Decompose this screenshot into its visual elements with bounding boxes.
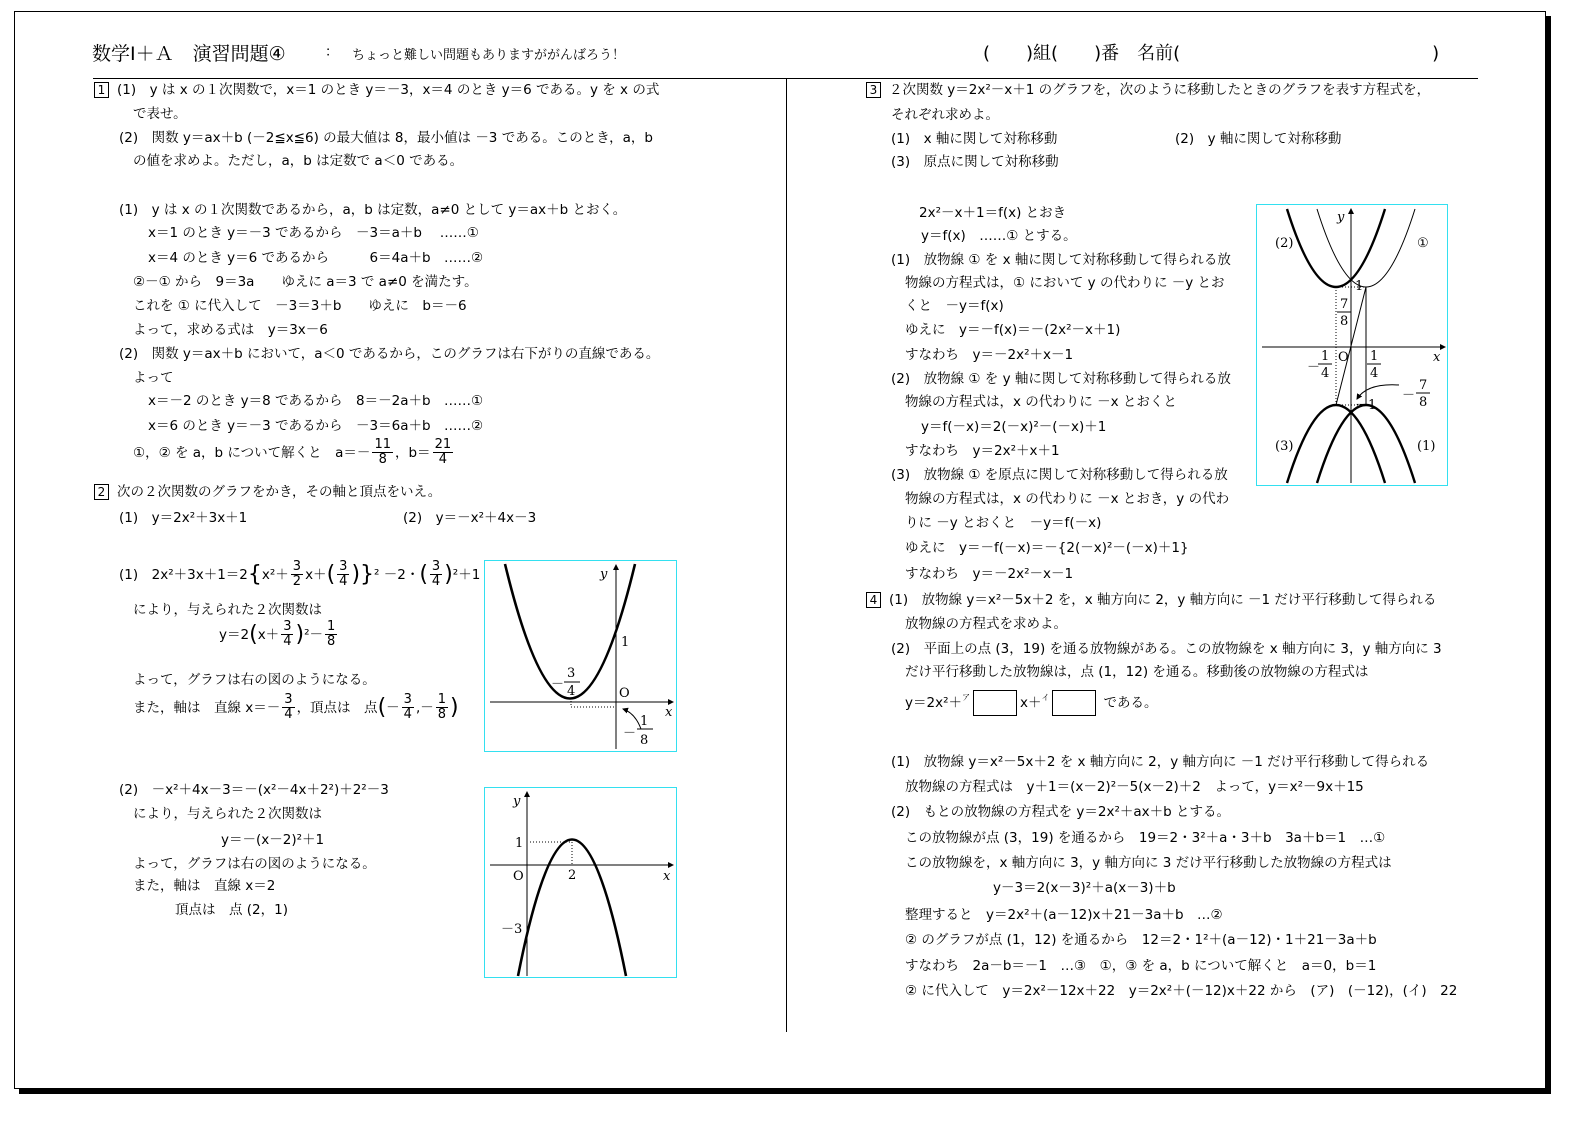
q4-answer-line: この放物線を，x 軸方向に 3，y 軸方向に 3 だけ平行移動した放物線の方程式は	[905, 855, 1392, 871]
label-3: (3)	[1275, 439, 1294, 454]
minus-sign: －	[1307, 360, 1321, 375]
vertex-x-label: 2	[568, 868, 577, 883]
y-label: y	[513, 794, 521, 809]
q2-answer2-line: により，与えられた２次関数は	[133, 806, 322, 822]
q1-part1-line1: 1 (1) y は x の１次関数で，x＝1 のとき y＝－3，x＝4 のとき y＝6 である。y を x の式	[94, 82, 659, 98]
q2-number: 2	[94, 484, 109, 500]
origin-label: O	[513, 869, 524, 884]
label-1: (1)	[1417, 439, 1436, 454]
q4-answer-line: 整理すると y＝2x²＋(a－12)x＋21－3a＋b …②	[905, 907, 1223, 923]
q3-answer-line: りに －y とおくと －y＝f(－x)	[905, 515, 1102, 531]
arrow-icon	[1357, 385, 1399, 399]
q1-part1-line2: で表せ。	[133, 106, 187, 122]
q2-graph2	[484, 787, 677, 978]
q3-answer-line: ゆえに y＝－f(－x)＝－{2(－x)²－(－x)＋1}	[905, 540, 1189, 556]
q1-answer1-line: これを ① に代入して －3＝3＋b ゆえに b＝－6	[133, 298, 467, 314]
q1-answer2-line: x＝6 のとき y＝－3 であるから －3＝6a＋b ……②	[148, 418, 484, 434]
q4-part2-equation: y＝2x²＋ $^ア$ x＋ $^イ$ である。	[905, 690, 1157, 716]
frac-14-num: 1	[1321, 349, 1330, 364]
parabola-original	[1317, 209, 1415, 287]
x-label: x	[665, 705, 673, 720]
parabola-x-reflection	[1317, 405, 1415, 483]
q4-answer-line: すなわち 2a－b＝－1 …③ ①，③ を a，b について解くと a＝0，b＝1	[905, 958, 1377, 974]
vertex-y-label: 1	[515, 836, 524, 851]
q2-answer1-line1: (1) 2x²＋3x＋1＝2 { x²＋ $\frac{3}{2}$ x＋ ( $\frac{3}{4}$ ) } ² －2・ ( $\frac{3}{4}$ ) ²＋1	[119, 559, 481, 589]
minus-sign: －	[1402, 388, 1416, 403]
q4-number: 4	[866, 592, 881, 608]
q2-graph2-svg	[485, 788, 676, 977]
y-label: y	[1337, 210, 1345, 225]
frac-14b-num: 1	[1370, 349, 1379, 364]
q3-answer-line: y＝f(x) ……① とする。	[921, 228, 1077, 244]
q2-part2: (2) y＝－x²＋4x－3	[403, 510, 537, 526]
q4-part1-line1: 4 (1) 放物線 y＝x²－5x＋2 を，x 軸方向に 2，y 軸方向に －1 だけ平行移動して得られる	[866, 592, 1436, 608]
frac-78b-den: 8	[1419, 395, 1428, 410]
q3-answer-line: ゆえに y＝－f(x)＝－(2x²－x＋1)	[905, 322, 1121, 338]
parabola-curve	[518, 840, 626, 977]
q2-answer1-line3: y＝2 ( x＋ $\frac{3}{4}$ ) ²－ $\frac{1}{8}$	[219, 619, 336, 649]
q1-part2-line1: (2) 関数 y＝ax＋b (－2≦x≦6) の最大値は 8，最小値は －3 である。このとき，a，b	[119, 130, 653, 146]
page-title: 数学Ⅰ＋Ａ 演習問題④	[92, 43, 286, 65]
q3-graph	[1256, 204, 1448, 486]
vertex-y-den: 8	[640, 733, 649, 748]
q2-prompt: 2 次の２次関数のグラフをかき，その軸と頂点をいえ。	[94, 484, 441, 500]
q3-prompt-line1: 3 ２次関数 y＝2x²－x＋1 のグラフを，次のように移動したときのグラフを表す方程式を，	[866, 82, 1430, 98]
answer-blank-b[interactable]	[1052, 690, 1096, 716]
q3-part3: (3) 原点に関して対称移動	[891, 154, 1059, 170]
q2-answer1-line5: また，軸は 直線 x＝－ $\frac{3}{4}$ ，頂点は 点 ( － $\frac{3}{4}$ ,－ $\frac{1}{8}$ )	[133, 692, 459, 722]
frac-14-den: 4	[1321, 366, 1330, 381]
q3-prompt-line2: それぞれ求めよ。	[891, 107, 999, 123]
q1-answer1-line: x＝1 のとき y＝－3 であるから －3＝a＋b ……①	[148, 225, 479, 241]
label-circle-1: ①	[1417, 236, 1429, 251]
vertex-y-sign: －	[623, 726, 637, 741]
x-label: x	[663, 869, 671, 884]
vertex-x-num: 3	[567, 666, 576, 681]
title-separator: ：	[325, 44, 339, 60]
q1-answer2-solution: ①，② を a，b について解くと a＝－ $\frac{11}{8}$ ，b＝ $\frac{21}{4}$	[133, 437, 452, 467]
q1-answer2-line: (2) 関数 y＝ax＋b において，a＜0 であるから，このグラフは右下がりの直線である。	[119, 346, 660, 362]
val-1: 1	[1355, 279, 1364, 294]
q1-number: 1	[94, 82, 109, 98]
q3-part2: (2) y 軸に関して対称移動	[1175, 131, 1342, 147]
q3-answer-line: (2) 放物線 ① を y 軸に関して対称移動して得られる放	[891, 371, 1231, 387]
q2-answer2-line: (2) －x²＋4x－3＝－(x²－4x＋2²)＋2²－3	[119, 782, 389, 798]
q1-answer1-line: x＝4 のとき y＝6 であるから 6＝4a＋b ……②	[148, 250, 484, 266]
blank-b-label: イ	[1041, 693, 1050, 702]
q3-number: 3	[866, 82, 881, 98]
q3-answer-line: 物線の方程式は，x の代わりに －x とおくと	[905, 394, 1177, 410]
origin-label: O	[1338, 350, 1349, 365]
q3-graph-svg	[1257, 205, 1447, 485]
q3-answer-line: くと －y＝f(x)	[905, 298, 1004, 314]
q3-answer-line: 物線の方程式は，① において y の代わりに －y とお	[905, 275, 1225, 291]
q1-answer1-line: (1) y は x の１次関数であるから，a，b は定数，a≠0 として y＝ax＋b とおく。	[119, 202, 627, 218]
vertex-x-sign: －	[551, 677, 565, 692]
column-divider	[786, 79, 787, 1032]
label-2: (2)	[1275, 236, 1294, 251]
name-field[interactable]: ( )組( )番 名前( )	[983, 43, 1440, 64]
q3-answer-line: 2x²－x＋1＝f(x) とおき	[919, 205, 1067, 221]
frac-78-den: 8	[1340, 314, 1349, 329]
q3-part1: (1) x 軸に関して対称移動	[891, 131, 1058, 147]
frac-78-num: 7	[1340, 297, 1349, 312]
q3-answer-line: (1) 放物線 ① を x 軸に関して対称移動して得られる放	[891, 252, 1231, 268]
q4-answer-line: y－3＝2(x－3)²＋a(x－3)＋b	[993, 880, 1176, 896]
q3-answer-line: すなわち y＝－2x²＋x－1	[905, 347, 1074, 363]
q4-answer-line: この放物線が点 (3，19) を通るから 19＝2・3²＋a・3＋b 3a＋b＝1 …①	[905, 830, 1386, 846]
q2-answer1-line4: よって，グラフは右の図のようになる。	[133, 672, 376, 688]
q4-answer-line: ② のグラフが点 (1，12) を通るから 12＝2・1²＋(a－12)・1＋21－3a＋b	[905, 932, 1377, 948]
q2-graph1-svg	[485, 561, 676, 751]
vertex-x-den: 4	[567, 684, 576, 699]
q3-answer-line: (3) 放物線 ① を原点に関して対称移動して得られる放	[891, 467, 1228, 483]
q3-answer-line: すなわち y＝2x²＋x＋1	[905, 443, 1060, 459]
frac-14b-den: 4	[1370, 366, 1379, 381]
q4-answer-line: ② に代入して y＝2x²－12x＋22 y＝2x²＋(－12)x＋22 から (ア) (－12)，(イ) 22	[905, 983, 1458, 999]
q1-part2-line2: の値を求めよ。ただし，a，b は定数で a＜0 である。	[133, 153, 464, 169]
q3-answer-line: y＝f(－x)＝2(－x)²－(－x)＋1	[921, 419, 1107, 435]
y-intercept-label: －3	[501, 922, 523, 937]
val-minus-1: －1	[1355, 398, 1377, 413]
q4-answer-line: 放物線の方程式は y＋1＝(x－2)²－5(x－2)＋2 よって，y＝x²－9x＋15	[905, 779, 1364, 795]
q4-answer-line: (1) 放物線 y＝x²－5x＋2 を x 軸方向に 2，y 軸方向に －1 だけ平行移動して得られる	[891, 754, 1430, 770]
answer-blank-a[interactable]	[973, 690, 1017, 716]
parabola-origin-reflection	[1287, 405, 1385, 483]
q2-answer2-line: 頂点は 点 (2，1)	[175, 902, 289, 918]
y-label: y	[600, 567, 608, 582]
page-subtitle: ちょっと難しい問題もありますががんばろう！	[352, 48, 626, 63]
q1-answer2-line: x＝－2 のとき y＝8 であるから 8＝－2a＋b ……①	[148, 393, 484, 409]
q2-answer1-line2: により，与えられた２次関数は	[133, 602, 322, 618]
q2-graph1	[484, 560, 677, 752]
q1-answer2-line: よって	[133, 370, 174, 386]
q2-answer2-line: y＝－(x－2)²＋1	[221, 832, 325, 848]
frac-78b-num: 7	[1419, 378, 1428, 393]
q2-answer2-line: よって，グラフは右の図のようになる。	[133, 856, 376, 872]
q3-answer-line: 物線の方程式は，x の代わりに －x とおき，y の代わ	[905, 491, 1230, 507]
q1-answer1-line: ②－① から 9＝3a ゆえに a＝3 で a≠0 を満たす。	[133, 274, 478, 290]
q2-part1: (1) y＝2x²＋3x＋1	[119, 510, 248, 526]
x-label: x	[1433, 350, 1441, 365]
q2-answer2-line: また，軸は 直線 x＝2	[133, 878, 276, 894]
worksheet-page	[14, 11, 1546, 1089]
q4-part2-line2: だけ平行移動した放物線は，点 (1，12) を通る。移動後の放物線の方程式は	[905, 664, 1369, 680]
q4-answer-line: (2) もとの放物線の方程式を y＝2x²＋ax＋b とする。	[891, 804, 1231, 820]
vertex-y-num: 1	[640, 714, 649, 729]
y-intercept-label: 1	[621, 635, 630, 650]
origin-label: O	[619, 686, 630, 701]
q4-part2-line1: (2) 平面上の点 (3，19) を通る放物線がある。この放物線を x 軸方向に 3，y 軸方向に 3	[891, 641, 1442, 657]
q1-answer1-line: よって，求める式は y＝3x－6	[133, 322, 328, 338]
q4-part1-line2: 放物線の方程式を求めよ。	[905, 616, 1067, 632]
blank-a-label: ア	[961, 693, 970, 702]
parabola-y-reflection	[1287, 209, 1385, 287]
q3-answer-line: すなわち y＝－2x²－x－1	[905, 566, 1074, 582]
